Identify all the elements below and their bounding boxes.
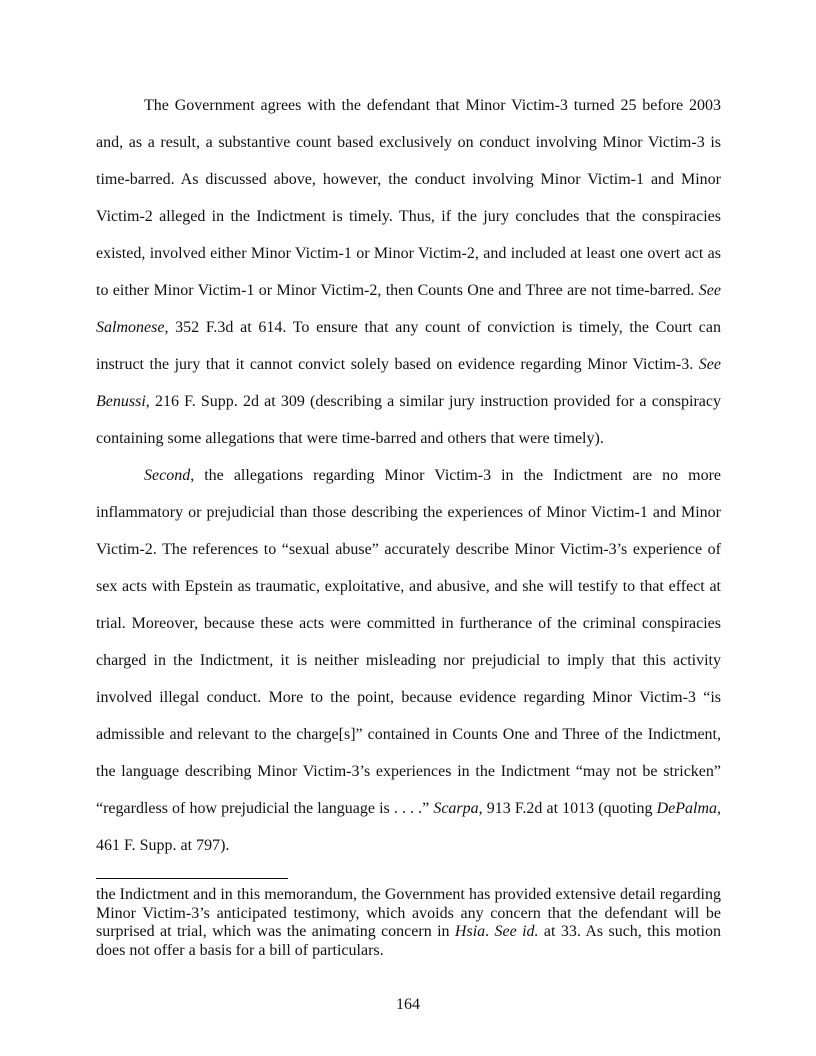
footnote-text: at 33. As such, this motion does not offer a basis for a bill of particulars.: [96, 923, 722, 959]
case-citation: DePalma: [656, 800, 717, 817]
paragraph-text: , 913 F.2d at 1013 (quoting: [478, 800, 657, 817]
footnote-text: the Indictment and in this memorandum, the Government has provided extensive detail regarding Minor Victim-3’s anticipated testimony, which avoids any concern that the defendant will be surprised at trial, which was the animating concern in: [96, 886, 721, 940]
paragraph-text: The Government agrees with the defendant that Minor Victim-3 turned 25 before 2003 and, as a result, a substantive count based exclusively on conduct involving Minor Victim-3 is time-barred. As discussed above, however, the conduct involving Minor Victim-1 and Minor Victim-2 alleged in the Indictment is timely. Thus, if the jury concludes that the conspiracies existed, involved either Minor Victim-1 or Minor Victim-2, and included at least one overt act as to either Minor Victim-1 or Minor Victim-2, then Counts One and Three are not time-barred.: [96, 97, 721, 299]
ordinal-heading: Second: [144, 467, 191, 484]
case-citation: Hsia: [454, 923, 486, 940]
paragraph-text: , the allegations regarding Minor Victim-3 in the Indictment are no more inflammatory or prejudicial than those describing the experiences of Minor Victim-1 and Minor Victim-2. The references to “sexual abuse” accurately describe Minor Victim-3’s experience of sex acts with Epstein as traumatic, exploitative, and abusive, and she will testify to that effect at trial. Moreover, because these acts were committed in furtherance of the criminal conspiracies charged in the Indictment, it is neither misleading nor prejudicial to imply that this activity involved illegal conduct. More to the point, because evidence regarding Minor Victim-3 “is admissible and relevant to the charge[s]” contained in Counts One and Three of the Indictment, the language describing Minor Victim-3’s experiences in the Indictment “may not be stricken” “regardless of how prejudicial the language is . . . .”: [96, 467, 721, 817]
paragraph-text: , 461 F. Supp. at 797).: [96, 800, 721, 854]
footnote: [96, 886, 721, 960]
case-citation: See Salmonese: [96, 282, 721, 336]
paragraph-text: , 352 F.3d at 614. To ensure that any count of conviction is timely, the Court can instruct the jury that it cannot convict solely based on evidence regarding Minor Victim-3.: [96, 319, 721, 373]
case-citation: Scarpa: [433, 800, 479, 817]
page-number: 164: [396, 996, 420, 1013]
footnote-text: .: [485, 923, 495, 940]
paragraph-second: [96, 457, 721, 864]
paragraph-text: , 216 F. Supp. 2d at 309 (describing a similar jury instruction provided for a conspiracy containing some allegations that were time-barred and others that were timely).: [96, 393, 721, 447]
footnote-divider: [96, 878, 288, 879]
paragraph-time-barred: [96, 87, 721, 457]
case-citation: See Benussi: [96, 356, 721, 410]
document-body: [96, 87, 721, 864]
case-citation: See id.: [494, 923, 539, 940]
